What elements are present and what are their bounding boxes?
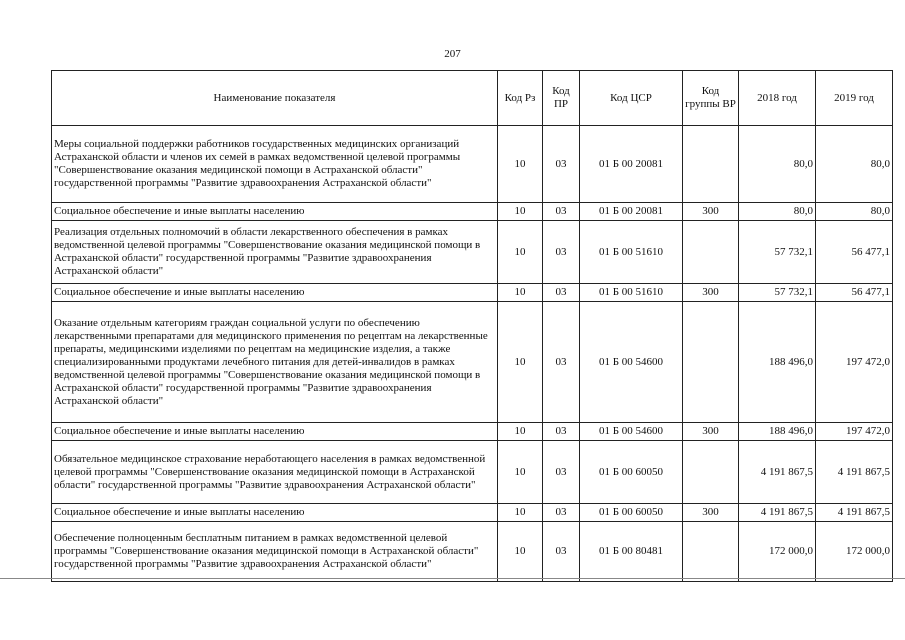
table-row (52, 126, 893, 203)
row-2018: 188 496,0 (739, 302, 816, 423)
table-row (52, 284, 893, 302)
header-vr: Код группы ВР (683, 71, 739, 126)
row-name: Обеспечение полноценным бесплатным питанием в рамках ведомственной целевой программы "Совершенствование оказания медицинской помощи в Астраханской области" государственной программы "Развитие здравоохранения Астраханской области" (52, 522, 498, 582)
row-vr: 300 (683, 504, 739, 522)
row-rz: 10 (498, 504, 543, 522)
row-2019: 197 472,0 (816, 423, 893, 441)
table-row (52, 423, 893, 441)
row-2019: 172 000,0 (816, 522, 893, 582)
table-header-row (52, 71, 893, 126)
budget-table (51, 70, 893, 582)
row-vr (683, 522, 739, 582)
row-vr: 300 (683, 203, 739, 221)
row-vr (683, 126, 739, 203)
table-row (52, 504, 893, 522)
row-2019: 56 477,1 (816, 284, 893, 302)
row-rz: 10 (498, 203, 543, 221)
header-csr: Код ЦСР (580, 71, 683, 126)
header-name: Наименование показателя (52, 71, 498, 126)
row-rz: 10 (498, 441, 543, 504)
row-pr: 03 (543, 203, 580, 221)
row-pr: 03 (543, 126, 580, 203)
row-2018: 57 732,1 (739, 221, 816, 284)
row-name: Реализация отдельных полномочий в области лекарственного обеспечения в рамках ведомственной целевой программы "Совершенствование оказания медицинской помощи в Астраханской области" государственной программы "Развитие здравоохранения Астраханской области" (52, 221, 498, 284)
row-pr: 03 (543, 441, 580, 504)
table-row (52, 221, 893, 284)
row-csr: 01 Б 00 51610 (580, 284, 683, 302)
table-row (52, 441, 893, 504)
row-2018: 4 191 867,5 (739, 441, 816, 504)
row-csr: 01 Б 00 60050 (580, 504, 683, 522)
row-rz: 10 (498, 126, 543, 203)
row-csr: 01 Б 00 51610 (580, 221, 683, 284)
header-2018: 2018 год (739, 71, 816, 126)
row-pr: 03 (543, 522, 580, 582)
row-2018: 4 191 867,5 (739, 504, 816, 522)
row-csr: 01 Б 00 80481 (580, 522, 683, 582)
table-row (52, 522, 893, 582)
row-vr: 300 (683, 284, 739, 302)
row-csr: 01 Б 00 20081 (580, 126, 683, 203)
row-name: Социальное обеспечение и иные выплаты населению (52, 284, 498, 302)
row-vr (683, 221, 739, 284)
row-pr: 03 (543, 423, 580, 441)
table-row (52, 203, 893, 221)
page-fold-line (0, 578, 905, 579)
row-pr: 03 (543, 302, 580, 423)
row-csr: 01 Б 00 54600 (580, 423, 683, 441)
row-2019: 197 472,0 (816, 302, 893, 423)
row-name: Социальное обеспечение и иные выплаты населению (52, 423, 498, 441)
header-rz: Код Рз (498, 71, 543, 126)
row-csr: 01 Б 00 60050 (580, 441, 683, 504)
header-2019: 2019 год (816, 71, 893, 126)
row-rz: 10 (498, 522, 543, 582)
row-rz: 10 (498, 221, 543, 284)
row-2019: 56 477,1 (816, 221, 893, 284)
row-name: Оказание отдельным категориям граждан социальной услуги по обеспечению лекарственными препаратами для медицинского применения по рецептам на лекарственные препараты, медицинскими изделиями по рецептам на медицинские изделия, а также специализированными продуктами лечебного питания для детей-инвалидов в рамках ведомственной целевой программы "Совершенствование оказания медицинской помощи в Астраханской области" государственной программы "Развитие здравоохранения Астраханской области" (52, 302, 498, 423)
row-rz: 10 (498, 284, 543, 302)
row-2018: 80,0 (739, 126, 816, 203)
row-csr: 01 Б 00 54600 (580, 302, 683, 423)
row-vr: 300 (683, 423, 739, 441)
row-2019: 80,0 (816, 203, 893, 221)
row-2018: 188 496,0 (739, 423, 816, 441)
row-vr (683, 441, 739, 504)
page-number: 207 (444, 48, 461, 60)
row-csr: 01 Б 00 20081 (580, 203, 683, 221)
row-pr: 03 (543, 221, 580, 284)
row-rz: 10 (498, 302, 543, 423)
row-pr: 03 (543, 284, 580, 302)
row-name: Обязательное медицинское страхование неработающего населения в рамках ведомственной целевой программы "Совершенствование оказания медицинской помощи в Астраханской области" государственной программы "Развитие здравоохранения Астраханской области" (52, 441, 498, 504)
row-name: Социальное обеспечение и иные выплаты населению (52, 504, 498, 522)
row-vr (683, 302, 739, 423)
row-2018: 57 732,1 (739, 284, 816, 302)
row-2018: 80,0 (739, 203, 816, 221)
row-2018: 172 000,0 (739, 522, 816, 582)
row-rz: 10 (498, 423, 543, 441)
header-pr: Код ПР (543, 71, 580, 126)
row-2019: 4 191 867,5 (816, 504, 893, 522)
table-row (52, 302, 893, 423)
row-2019: 4 191 867,5 (816, 441, 893, 504)
row-name: Меры социальной поддержки работников государственных медицинских организаций Астраханской области и членов их семей в рамках ведомственной целевой программы "Совершенствование оказания медицинской помощи в Астраханской области" государственной программы "Развитие здравоохранения Астраханской области" (52, 126, 498, 203)
row-2019: 80,0 (816, 126, 893, 203)
row-pr: 03 (543, 504, 580, 522)
row-name: Социальное обеспечение и иные выплаты населению (52, 203, 498, 221)
